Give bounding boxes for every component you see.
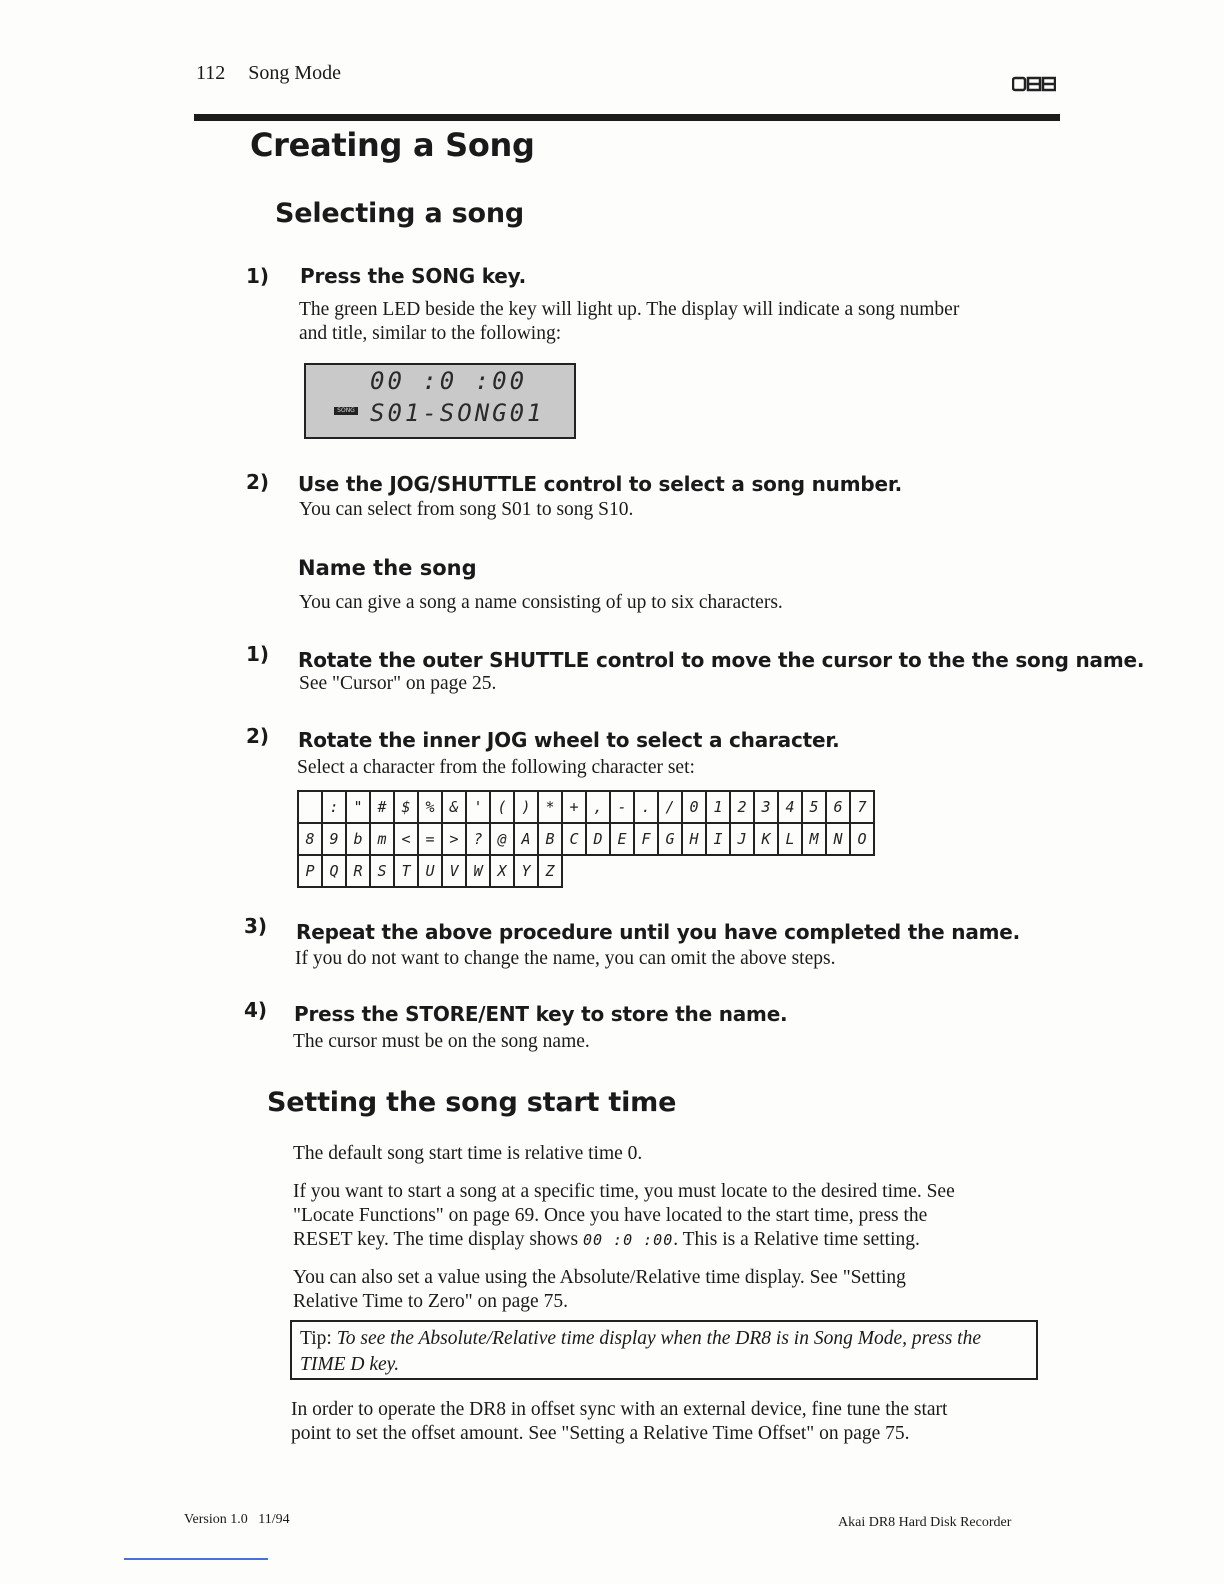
charset-row bbox=[298, 791, 874, 823]
tip-text: TIME D key. bbox=[300, 1354, 400, 1375]
charset-cell: ? bbox=[466, 823, 490, 855]
header-rule bbox=[194, 114, 1060, 121]
paragraph: You can also set a value using the Absolute/Relative time display. See "Setting bbox=[293, 1267, 906, 1288]
lcd-display bbox=[304, 363, 576, 439]
charset-cell: 0 bbox=[682, 791, 706, 823]
paragraph-text: RESET key. The time display shows bbox=[293, 1229, 579, 1250]
page-title: Creating a Song bbox=[250, 126, 535, 164]
charset-cell: E bbox=[610, 823, 634, 855]
inline-time-display: 00 :0 :00 bbox=[582, 1231, 674, 1249]
charset-cell: G bbox=[658, 823, 682, 855]
charset-cell: ) bbox=[514, 791, 538, 823]
charset-cell: 5 bbox=[802, 791, 826, 823]
step-text: Select a character from the following character set: bbox=[297, 757, 695, 778]
charset-cell: 3 bbox=[754, 791, 778, 823]
character-set-table bbox=[297, 790, 875, 888]
step-text: You can select from song S01 to song S10. bbox=[299, 499, 634, 520]
charset-cell: X bbox=[490, 855, 514, 887]
charset-cell: Y bbox=[514, 855, 538, 887]
charset-cell: W bbox=[466, 855, 490, 887]
charset-cell bbox=[298, 791, 322, 823]
step-number: 2) bbox=[246, 470, 270, 494]
paragraph-text: . This is a Relative time setting. bbox=[673, 1229, 920, 1250]
charset-cell: 1 bbox=[706, 791, 730, 823]
scan-edge-line bbox=[124, 1558, 268, 1560]
charset-cell: % bbox=[418, 791, 442, 823]
step-title: Repeat the above procedure until you have completed the name. bbox=[296, 920, 1021, 944]
paragraph: Relative Time to Zero" on page 75. bbox=[293, 1291, 568, 1312]
charset-cell: J bbox=[730, 823, 754, 855]
heading-selecting-song: Selecting a song bbox=[275, 198, 525, 229]
song-indicator: SONG bbox=[334, 407, 358, 415]
charset-cell: ' bbox=[466, 791, 490, 823]
charset-cell: : bbox=[322, 791, 346, 823]
heading-name-song: Name the song bbox=[298, 556, 477, 580]
charset-cell: S bbox=[370, 855, 394, 887]
step-title: Rotate the outer SHUTTLE control to move the cursor to the the song name. bbox=[298, 648, 1145, 672]
paragraph: point to set the offset amount. See "Setting a Relative Time Offset" on page 75. bbox=[291, 1423, 910, 1444]
charset-cell: 4 bbox=[778, 791, 802, 823]
step-text: If you do not want to change the name, you can omit the above steps. bbox=[295, 948, 836, 969]
step-title: Use the JOG/SHUTTLE control to select a song number. bbox=[298, 472, 903, 496]
charset-cell: @ bbox=[490, 823, 514, 855]
charset-cell: K bbox=[754, 823, 778, 855]
lcd-song-row: S01-SONG01 bbox=[370, 399, 545, 427]
charset-cell: > bbox=[442, 823, 466, 855]
charset-cell: < bbox=[394, 823, 418, 855]
charset-cell: # bbox=[370, 791, 394, 823]
tip-text: To see the Absolute/Relative time display when the DR8 is in Song Mode, press the bbox=[336, 1328, 981, 1349]
lcd-time-row: 00 :0 :00 bbox=[370, 367, 528, 395]
step-number: 1) bbox=[246, 642, 270, 666]
tip-box bbox=[290, 1320, 1038, 1380]
charset-cell: m bbox=[370, 823, 394, 855]
paragraph: "Locate Functions" on page 69. Once you have located to the start time, press the bbox=[293, 1205, 928, 1226]
running-head bbox=[196, 62, 341, 85]
charset-cell: " bbox=[346, 791, 370, 823]
charset-cell: V bbox=[442, 855, 466, 887]
charset-cell: O bbox=[850, 823, 874, 855]
charset-cell: 9 bbox=[322, 823, 346, 855]
charset-cell: I bbox=[706, 823, 730, 855]
charset-cell: U bbox=[418, 855, 442, 887]
dr8-logo bbox=[1012, 76, 1056, 92]
charset-cell: 2 bbox=[730, 791, 754, 823]
charset-cell: 8 bbox=[298, 823, 322, 855]
charset-cell: R bbox=[346, 855, 370, 887]
step-text: The cursor must be on the song name. bbox=[293, 1031, 590, 1052]
paragraph: If you want to start a song at a specific time, you must locate to the desired time. See bbox=[293, 1181, 955, 1202]
step-number: 2) bbox=[246, 724, 270, 748]
charset-cell: / bbox=[658, 791, 682, 823]
tip-label: Tip: bbox=[300, 1328, 332, 1349]
charset-row bbox=[298, 855, 874, 887]
intro-text: You can give a song a name consisting of up to six characters. bbox=[299, 592, 783, 613]
charset-cell: F bbox=[634, 823, 658, 855]
page-number: 112 bbox=[196, 62, 226, 84]
charset-cell: . bbox=[634, 791, 658, 823]
step-title: Press the STORE/ENT key to store the name. bbox=[294, 1002, 788, 1026]
charset-cell: A bbox=[514, 823, 538, 855]
charset-cell: N bbox=[826, 823, 850, 855]
step-number: 3) bbox=[244, 914, 268, 938]
paragraph bbox=[293, 1228, 920, 1252]
charset-cell: P bbox=[298, 855, 322, 887]
step-text: See "Cursor" on page 25. bbox=[299, 673, 497, 694]
tip-line bbox=[300, 1326, 1036, 1352]
charset-cell: M bbox=[802, 823, 826, 855]
charset-cell: Z bbox=[538, 855, 562, 887]
step-number: 4) bbox=[244, 998, 268, 1022]
paragraph: In order to operate the DR8 in offset sync with an external device, fine tune the start bbox=[291, 1399, 948, 1420]
section-name: Song Mode bbox=[248, 62, 342, 84]
charset-cell: - bbox=[610, 791, 634, 823]
charset-cell: B bbox=[538, 823, 562, 855]
step-number: 1) bbox=[246, 264, 270, 288]
charset-cell: C bbox=[562, 823, 586, 855]
footer-product: Akai DR8 Hard Disk Recorder bbox=[838, 1515, 1012, 1530]
charset-cell: D bbox=[586, 823, 610, 855]
charset-cell: b bbox=[346, 823, 370, 855]
charset-cell: $ bbox=[394, 791, 418, 823]
charset-cell: * bbox=[538, 791, 562, 823]
step-text: and title, similar to the following: bbox=[299, 323, 562, 344]
charset-row bbox=[298, 823, 874, 855]
charset-cell: T bbox=[394, 855, 418, 887]
charset-cell: Q bbox=[322, 855, 346, 887]
charset-cell: L bbox=[778, 823, 802, 855]
step-title: Press the SONG key. bbox=[300, 264, 527, 288]
charset-cell: 7 bbox=[850, 791, 874, 823]
charset-cell: = bbox=[418, 823, 442, 855]
paragraph: The default song start time is relative time 0. bbox=[293, 1143, 643, 1164]
charset-cell: H bbox=[682, 823, 706, 855]
footer-version: Version 1.0 11/94 bbox=[184, 1512, 290, 1527]
heading-start-time: Setting the song start time bbox=[267, 1087, 677, 1118]
charset-cell: & bbox=[442, 791, 466, 823]
step-text: The green LED beside the key will light up. The display will indicate a song number bbox=[299, 299, 960, 320]
charset-cell: 6 bbox=[826, 791, 850, 823]
charset-cell: + bbox=[562, 791, 586, 823]
step-title: Rotate the inner JOG wheel to select a character. bbox=[298, 728, 840, 752]
charset-cell: ( bbox=[490, 791, 514, 823]
charset-cell: , bbox=[586, 791, 610, 823]
